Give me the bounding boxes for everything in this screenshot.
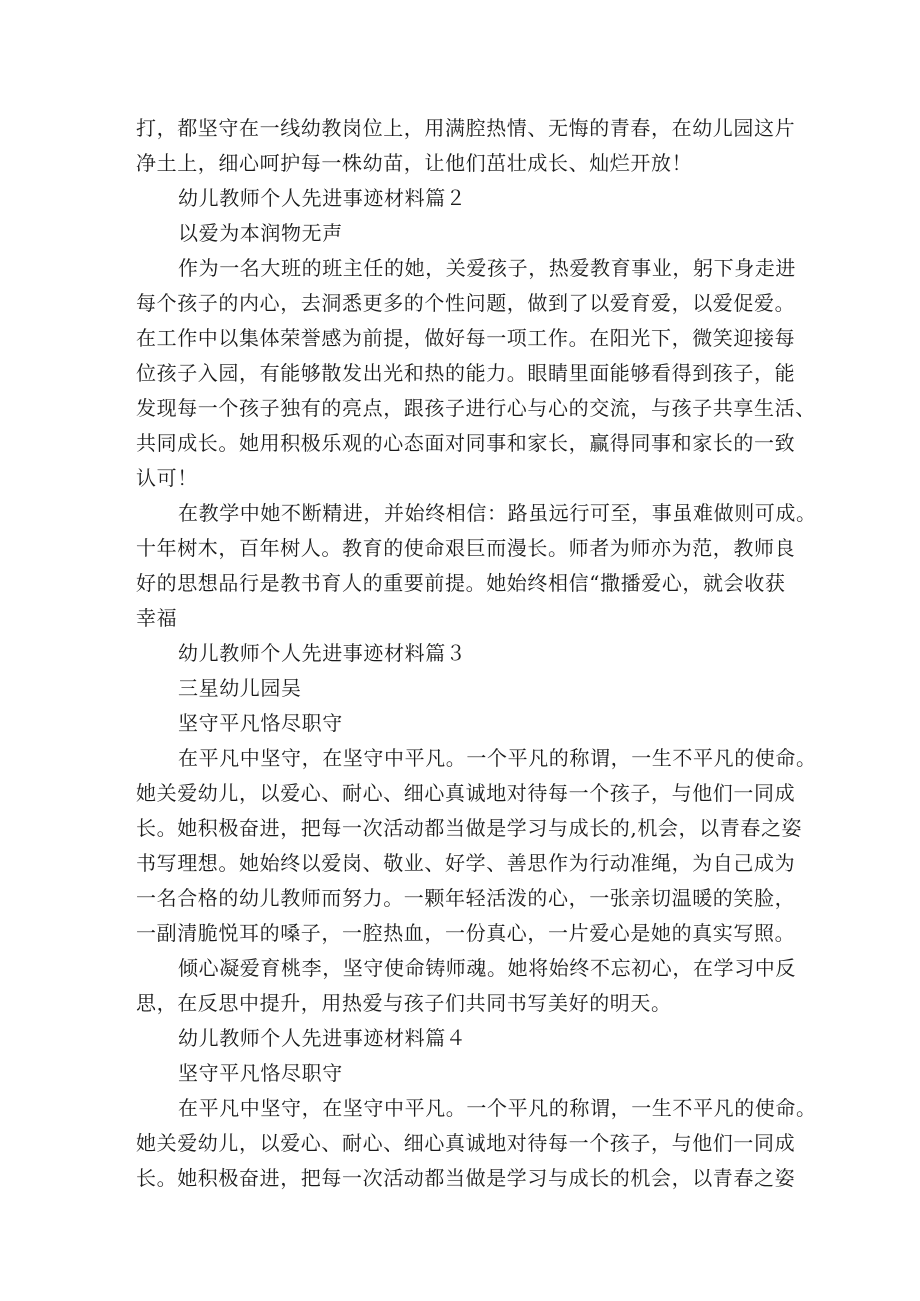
- text-line: 十年树木，百年树人。教育的使命艰巨而漫长。师者为师亦为范，教师良: [136, 536, 796, 560]
- text-line: 在教学中她不断精进，并始终相信：路虽远行可至，事虽难做则可成。: [178, 501, 817, 525]
- text-line: 共同成长。她用积极乐观的心态面对同事和家长，赢得同事和家长的一致: [136, 431, 796, 455]
- section-heading: 幼儿教师个人先进事迹材料篇２: [178, 186, 467, 210]
- text-line: 倾心凝爱育桃李，坚守使命铸师魂。她将始终不忘初心，在学习中反: [178, 956, 796, 980]
- text-line: 幸福: [136, 606, 178, 630]
- text-line: 长。她积极奋进，把每一次活动都当做是学习与成长的,机会，以青春之姿: [136, 816, 803, 840]
- section-subtitle: 三星幼儿园吴: [178, 676, 302, 700]
- text-line: 她关爱幼儿，以爱心、耐心、细心真诚地对待每一个孩子，与他们一同成: [136, 1131, 796, 1155]
- text-line: 发现每一个孩子独有的亮点，跟孩子进行心与心的交流，与孩子共享生活、: [136, 396, 816, 420]
- section-heading: 幼儿教师个人先进事迹材料篇４: [178, 1026, 467, 1050]
- text-line: 在平凡中坚守，在坚守中平凡。一个平凡的称谓，一生不平凡的使命。: [178, 746, 817, 770]
- text-line: 净土上，细心呵护每一株幼苗，让他们茁壮成长、灿烂开放！: [136, 151, 693, 175]
- text-line: 位孩子入园，有能够散发出光和热的能力。眼睛里面能够看得到孩子，能: [136, 361, 796, 385]
- text-line: 思，在反思中提升，用热爱与孩子们共同书写美好的明天。: [136, 991, 672, 1015]
- section-subtitle: 以爱为本润物无声: [178, 221, 343, 245]
- section-heading: 幼儿教师个人先进事迹材料篇３: [178, 641, 467, 665]
- text-line: 一副清脆悦耳的嗓子，一腔热血，一份真心，一片爱心是她的真实写照。: [136, 921, 796, 945]
- text-line: 好的思想品行是教书育人的重要前提。她始终相信“撒播爱心，就会收获: [136, 571, 786, 595]
- text-line: 书写理想。她始终以爱岗、敬业、好学、善思作为行动准绳，为自己成为: [136, 851, 796, 875]
- text-line: 在工作中以集体荣誉感为前提，做好每一项工作。在阳光下，微笑迎接每: [136, 326, 796, 350]
- text-line: 在平凡中坚守，在坚守中平凡。一个平凡的称谓，一生不平凡的使命。: [178, 1096, 817, 1120]
- text-line: 打，都坚守在一线幼教岗位上，用满腔热情、无悔的青春，在幼儿园这片: [136, 116, 796, 140]
- text-line: 长。她积极奋进，把每一次活动都当做是学习与成长的机会，以青春之姿: [136, 1166, 796, 1190]
- text-line: 每个孩子的内心，去洞悉更多的个性问题，做到了以爱育爱，以爱促爱。: [136, 291, 796, 315]
- text-line: 作为一名大班的班主任的她，关爱孩子，热爱教育事业，躬下身走进: [178, 256, 796, 280]
- text-line: 认可！: [136, 466, 198, 490]
- section-subtitle: 坚守平凡恪尽职守: [178, 711, 343, 735]
- section-subtitle: 坚守平凡恪尽职守: [178, 1061, 343, 1085]
- text-line: 她关爱幼儿，以爱心、耐心、细心真诚地对待每一个孩子，与他们一同成: [136, 781, 796, 805]
- text-line: 一名合格的幼儿教师而努力。一颗年轻活泼的心，一张亲切温暖的笑脸，: [136, 886, 796, 910]
